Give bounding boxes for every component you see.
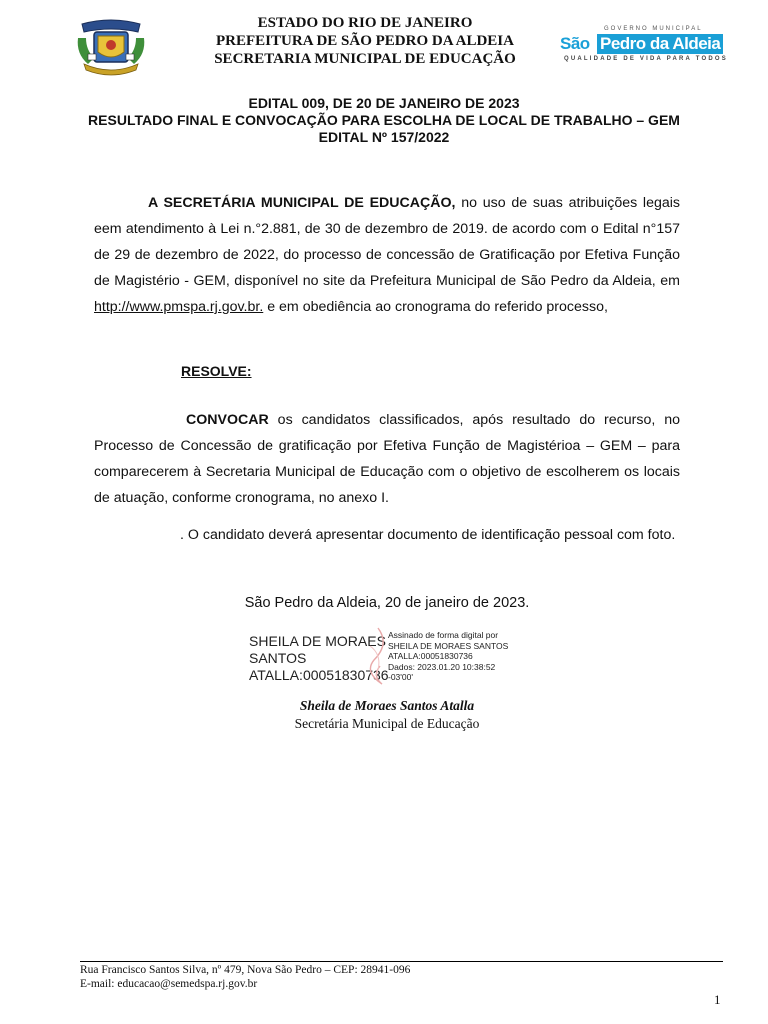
footer-address: Rua Francisco Santos Silva, nº 479, Nova São Pedro – CEP: 28941-096 xyxy=(80,964,411,976)
coat-of-arms-logo xyxy=(72,18,150,76)
header-secretaria: SECRETARIA MUNICIPAL DE EDUCAÇÃO xyxy=(214,51,516,67)
intro-text-2: e em obediência ao cronograma do referido processo, xyxy=(263,299,608,315)
signature-name-line-2: SANTOS xyxy=(249,650,307,666)
header-state: ESTADO DO RIO DE JANEIRO xyxy=(257,15,473,31)
prefeitura-website-link[interactable]: http://www.pmspa.rj.gov.br. xyxy=(94,299,264,315)
signature-name-line-1: SHEILA DE MORAES xyxy=(249,633,386,649)
logo-sao: São xyxy=(560,34,590,53)
intro-paragraph xyxy=(94,190,680,320)
signature-note-line-1: Assinado de forma digital por xyxy=(388,630,499,640)
signature-note-line-5: -03'00' xyxy=(388,672,413,682)
page-number: 1 xyxy=(714,992,721,1007)
signature-name-line-3: ATALLA:00051830736 xyxy=(249,667,389,683)
intro-authority: A SECRETÁRIA MUNICIPAL DE EDUCAÇÃO, xyxy=(148,195,456,211)
signature-note-line-3: ATALLA:00051830736 xyxy=(388,651,473,661)
signature-note-line-4: Dados: 2023.01.20 10:38:52 xyxy=(388,661,496,672)
edital-number: EDITAL Nº 157/2022 xyxy=(318,129,450,145)
edital-title: EDITAL 009, DE 20 DE JANEIRO DE 2023 xyxy=(248,95,520,111)
digital-signature-details xyxy=(388,630,508,683)
edital-subtitle: RESULTADO FINAL E CONVOCAÇÃO PARA ESCOLHA DE LOCAL DE TRABALHO – GEM xyxy=(88,112,680,128)
signer-role: Secretária Municipal de Educação xyxy=(294,716,480,731)
header-prefeitura: PREFEITURA DE SÃO PEDRO DA ALDEIA xyxy=(216,33,514,49)
footer-email: E-mail: educacao@semedspa.rj.gov.br xyxy=(80,978,258,990)
resolve-heading: RESOLVE: xyxy=(181,363,252,379)
signature-note-line-2: SHEILA DE MORAES SANTOS xyxy=(388,640,509,651)
note-paragraph: . O candidato deverá apresentar documento de identificação pessoal com foto. xyxy=(180,527,676,543)
convocar-paragraph xyxy=(94,407,680,511)
logo-tagline: QUALIDADE DE VIDA PARA TODOS xyxy=(564,56,728,62)
place-date: São Pedro da Aldeia, 20 de janeiro de 2023. xyxy=(244,595,530,611)
convocar-text: os candidatos classificados, após resultado do recurso, no Processo de Concessão de gratificação por Efetiva Função de Magistérioa – GEM – para comparecerem à Secretaria Municipal de Educação com o objetivo de escolherem os locais de atuação, conforme cronograma, no anexo I. xyxy=(94,412,680,506)
logo-pedro-da-aldeia: Pedro da Aldeia xyxy=(597,34,723,54)
logo-gov-label: GOVERNO MUNICIPAL xyxy=(604,26,703,32)
signer-name: Sheila de Moraes Santos Atalla xyxy=(299,698,475,713)
municipal-brand-logo xyxy=(560,26,730,66)
footer-divider xyxy=(80,961,723,962)
intro-text-1: no uso de suas atribuições legais eem atendimento à Lei n.°2.881, de 30 de dezembro de 2019. de acordo com o Edital n°157 de 29 de dezembro de 2022, do processo de concessão de Gratificação por Efetiva Função de Magistério - GEM, disponível no site da Prefeitura Municipal de São Pedro da Aldeia, em xyxy=(94,195,681,289)
convocar-label: CONVOCAR xyxy=(186,412,269,428)
